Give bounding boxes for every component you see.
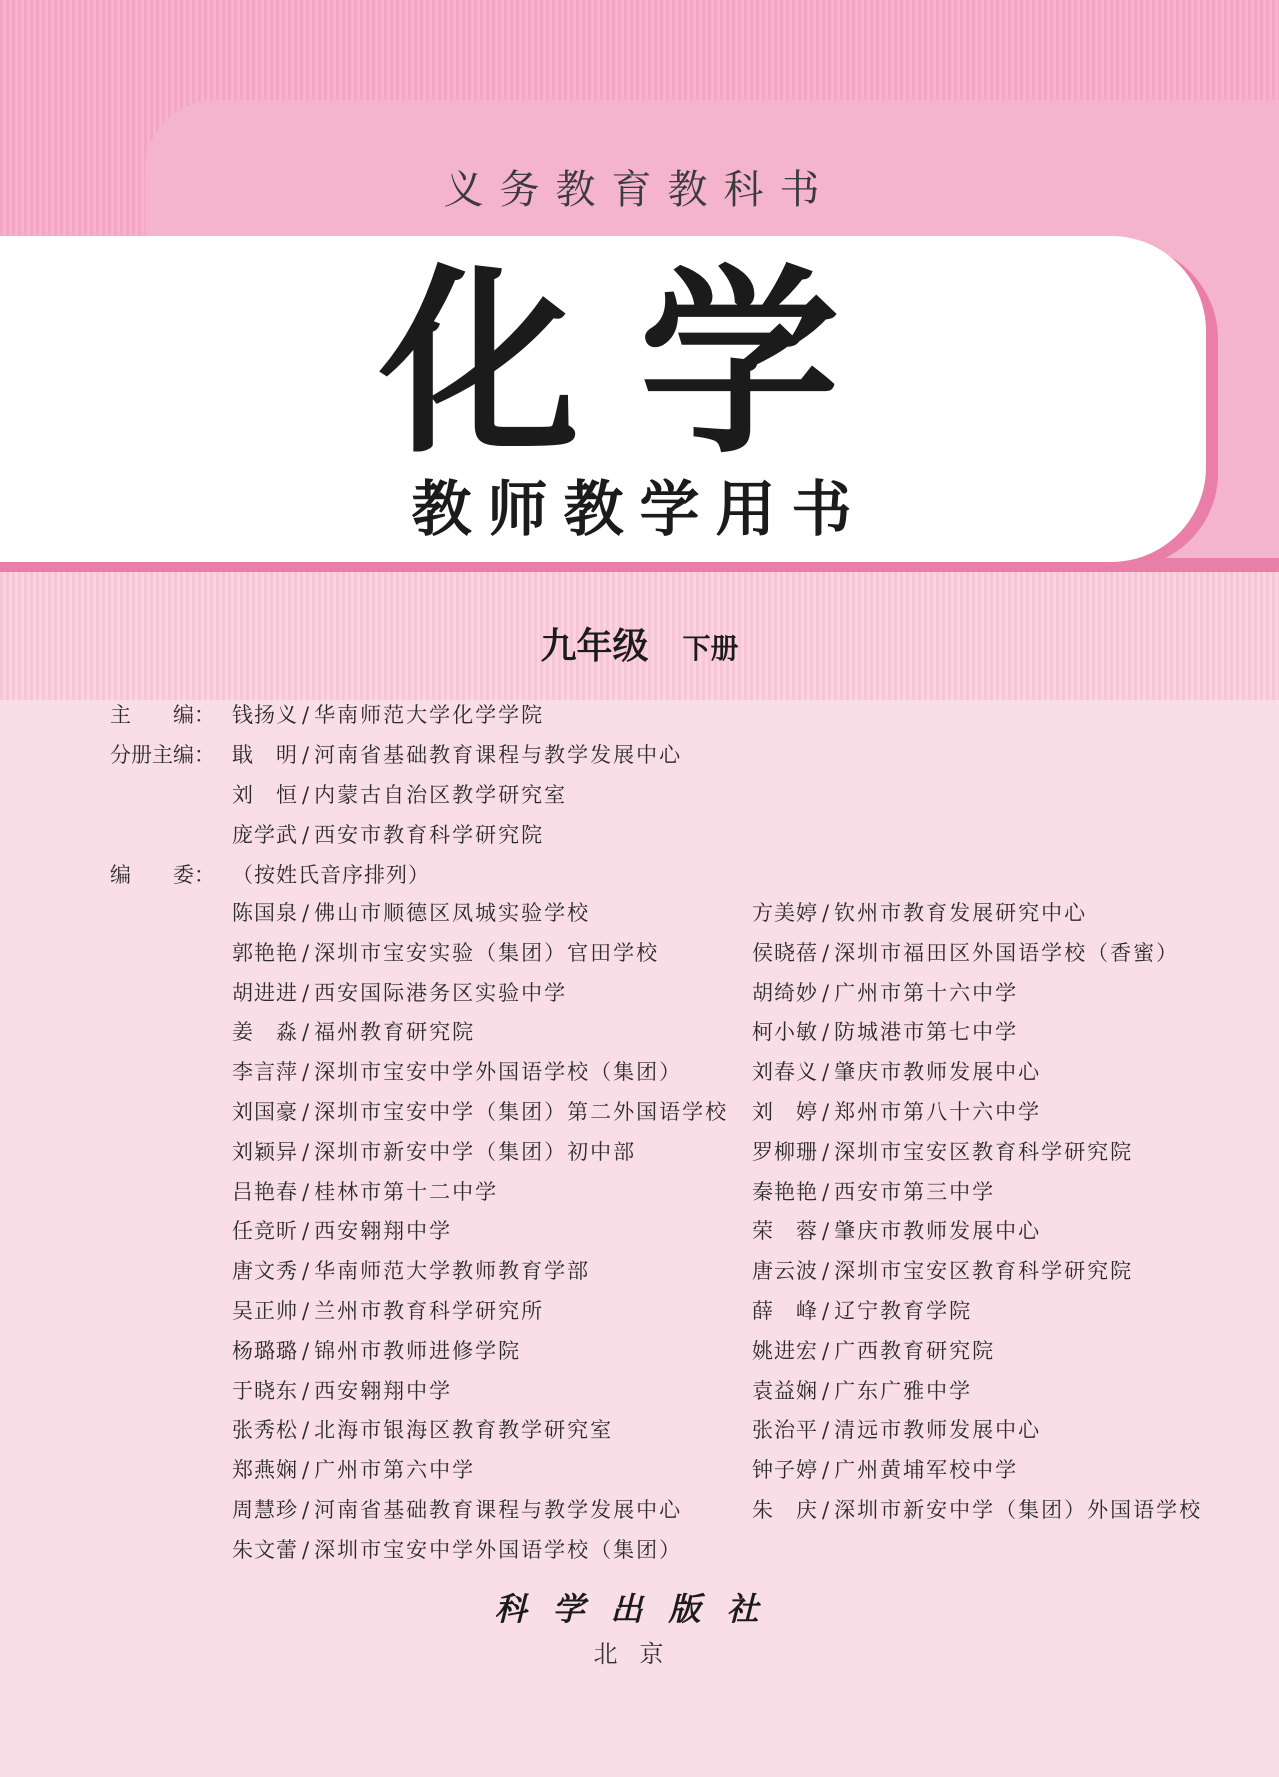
- separator: /: [822, 1219, 831, 1244]
- series-label: 义务教育教科书: [443, 167, 836, 213]
- separator: /: [822, 1418, 831, 1443]
- committee-member-right-name: 侯晓蓓: [752, 940, 818, 965]
- committee-member-right-row: [752, 1376, 972, 1406]
- committee-member-right-affiliation: 钦州市教育发展研究中心: [834, 901, 1088, 925]
- committee-member-right-name: 朱 庆: [752, 1498, 818, 1522]
- committee-member-right-name: 张治平: [752, 1418, 818, 1443]
- committee-member-left-affiliation: 深圳市宝安实验（集团）官田学校: [314, 940, 660, 965]
- committee-member-right-name: 钟子婷: [752, 1458, 818, 1483]
- separator: /: [302, 1299, 311, 1323]
- committee-member-left-affiliation: 深圳市宝安中学外国语学校（集团）: [314, 1060, 683, 1085]
- committee-member-right-row: [752, 1495, 1202, 1525]
- committee-member-right-row: [752, 1336, 995, 1366]
- committee-member-right-affiliation: 清远市教师发展中心: [834, 1418, 1042, 1443]
- separator: /: [302, 1060, 311, 1085]
- volume-editor-name: 戢 明: [232, 743, 298, 767]
- committee-member-left-name: 吴正帅: [232, 1299, 298, 1323]
- committee-member-right-row: [752, 1216, 1041, 1246]
- separator: /: [822, 1179, 831, 1204]
- separator: /: [822, 1498, 831, 1522]
- committee-member-left-row: [232, 1296, 544, 1326]
- committee-member-right-affiliation: 防城港市第七中学: [834, 1020, 1019, 1045]
- volume-editor-row: [232, 780, 567, 810]
- committee-member-left-row: [232, 1137, 636, 1167]
- separator: /: [302, 823, 311, 847]
- committee-member-left-name: 陈国泉: [232, 901, 298, 925]
- committee-member-left-affiliation: 华南师范大学教师教育学部: [314, 1259, 591, 1284]
- committee-member-right-name: 荣 蓉: [752, 1219, 818, 1244]
- committee-member-left-name: 张秀松: [232, 1418, 298, 1443]
- committee-member-left-affiliation: 桂林市第十二中学: [314, 1179, 499, 1204]
- committee-member-left-affiliation: 深圳市新安中学（集团）初中部: [314, 1139, 637, 1164]
- volume-editor-name: 庞学武: [232, 823, 298, 847]
- committee-member-right-row: [752, 978, 1018, 1008]
- committee-member-left-affiliation: 佛山市顺德区凤城实验学校: [314, 901, 591, 925]
- committee-role: 编 委：: [110, 863, 215, 887]
- volume-editors-role: 分册主编：: [110, 743, 215, 767]
- committee-member-right-row: [752, 1057, 1041, 1087]
- committee-member-left-name: 周慧珍: [232, 1498, 298, 1522]
- chief-editor-name: 钱扬义: [232, 703, 298, 727]
- committee-member-right-name: 薛 峰: [752, 1299, 818, 1323]
- committee-member-left-name: 唐文秀: [232, 1259, 298, 1284]
- committee-member-right-name: 柯小敏: [752, 1020, 818, 1045]
- committee-member-right-name: 罗柳珊: [752, 1139, 818, 1164]
- committee-member-right-affiliation: 肇庆市教师发展中心: [834, 1219, 1042, 1244]
- committee-member-left-name: 杨璐璐: [232, 1338, 298, 1363]
- committee-member-right-row: [752, 898, 1087, 928]
- committee-member-left-row: [232, 1017, 475, 1047]
- committee-member-left-name: 姜 淼: [232, 1020, 298, 1045]
- committee-member-left-affiliation: 西安国际港务区实验中学: [314, 980, 568, 1005]
- separator: /: [302, 703, 311, 727]
- volume-editor-affiliation: 河南省基础教育课程与教学发展中心: [314, 743, 683, 767]
- committee-member-left-affiliation: 福州教育研究院: [314, 1020, 476, 1045]
- separator: /: [822, 980, 831, 1005]
- committee-member-right-row: [752, 1415, 1041, 1445]
- book-title: 化学: [379, 246, 900, 481]
- committee-member-right-affiliation: 广州黄埔军校中学: [834, 1458, 1019, 1483]
- committee-member-right-row: [752, 938, 1179, 968]
- committee-member-left-name: 刘国豪: [232, 1100, 298, 1124]
- committee-member-right-affiliation: 肇庆市教师发展中心: [834, 1060, 1042, 1085]
- committee-member-left-affiliation: 锦州市教师进修学院: [314, 1338, 522, 1363]
- committee-member-right-affiliation: 深圳市宝安区教育科学研究院: [834, 1259, 1134, 1284]
- separator: /: [302, 1219, 311, 1244]
- separator: /: [302, 1100, 311, 1124]
- committee-member-left-row: [232, 1535, 682, 1565]
- separator: /: [302, 901, 311, 925]
- grade-label: 九年级: [540, 625, 649, 667]
- separator: /: [822, 1139, 831, 1164]
- committee-member-left-name: 吕艳春: [232, 1179, 298, 1204]
- separator: /: [302, 1498, 311, 1522]
- committee-member-right-name: 刘春义: [752, 1060, 818, 1085]
- committee-member-left-name: 郑燕娴: [232, 1458, 298, 1483]
- separator: /: [302, 940, 311, 965]
- committee-member-right-row: [752, 1296, 972, 1326]
- separator: /: [302, 1139, 311, 1164]
- separator: /: [302, 1179, 311, 1204]
- committee-note: （按姓氏音序排列）: [232, 863, 430, 887]
- committee-member-left-name: 胡进进: [232, 980, 298, 1005]
- committee-member-left-name: 于晓东: [232, 1378, 298, 1403]
- committee-member-left-row: [232, 1177, 498, 1207]
- volume-editor-name: 刘 恒: [232, 783, 298, 807]
- committee-member-left-affiliation: 深圳市宝安中学（集团）第二外国语学校: [314, 1100, 729, 1124]
- committee-member-left-row: [232, 1376, 452, 1406]
- separator: /: [822, 901, 831, 925]
- volume-editor-affiliation: 西安市教育科学研究院: [314, 823, 545, 847]
- committee-member-left-row: [232, 1057, 682, 1087]
- volume-label: 下册: [682, 632, 739, 665]
- separator: /: [822, 1338, 831, 1363]
- committee-member-left-affiliation: 西安翱翔中学: [314, 1219, 453, 1244]
- committee-member-right-affiliation: 辽宁教育学院: [834, 1299, 973, 1323]
- committee-member-right-affiliation: 广州市第十六中学: [834, 980, 1019, 1005]
- committee-member-left-row: [232, 978, 567, 1008]
- separator: /: [822, 1020, 831, 1045]
- separator: /: [302, 1418, 311, 1443]
- committee-member-left-row: [232, 898, 590, 928]
- separator: /: [822, 1378, 831, 1403]
- committee-member-right-affiliation: 深圳市宝安区教育科学研究院: [834, 1139, 1134, 1164]
- separator: /: [302, 1259, 311, 1284]
- volume-editor-row: [232, 820, 544, 850]
- committee-member-left-affiliation: 深圳市宝安中学外国语学校（集团）: [314, 1537, 683, 1562]
- committee-member-left-row: [232, 1256, 590, 1286]
- committee-member-left-affiliation: 北海市银海区教育教学研究室: [314, 1418, 614, 1443]
- committee-member-left-row: [232, 1455, 475, 1485]
- separator: /: [302, 1378, 311, 1403]
- volume-editor-affiliation: 内蒙古自治区教学研究室: [314, 783, 568, 807]
- committee-member-left-row: [232, 1415, 613, 1445]
- separator: /: [302, 980, 311, 1005]
- committee-member-right-row: [752, 1017, 1018, 1047]
- separator: /: [822, 940, 831, 965]
- publisher: 科学出版社: [494, 1590, 785, 1628]
- committee-member-left-name: 朱文蕾: [232, 1537, 298, 1562]
- committee-member-right-row: [752, 1137, 1133, 1167]
- separator: /: [302, 743, 311, 767]
- separator: /: [302, 1338, 311, 1363]
- committee-member-left-affiliation: 西安翱翔中学: [314, 1378, 453, 1403]
- committee-member-left-row: [232, 938, 659, 968]
- separator: /: [822, 1259, 831, 1284]
- committee-member-right-name: 姚进宏: [752, 1338, 818, 1363]
- separator: /: [822, 1458, 831, 1483]
- committee-member-left-affiliation: 广州市第六中学: [314, 1458, 476, 1483]
- separator: /: [302, 1020, 311, 1045]
- book-subtitle: 教师教学用书: [411, 475, 868, 545]
- committee-member-right-name: 秦艳艳: [752, 1179, 818, 1204]
- committee-member-right-affiliation: 广西教育研究院: [834, 1338, 996, 1363]
- committee-member-right-row: [752, 1455, 1018, 1485]
- committee-member-right-row: [752, 1097, 1041, 1127]
- committee-member-right-name: 刘 婷: [752, 1100, 818, 1124]
- separator: /: [302, 1537, 311, 1562]
- committee-member-right-affiliation: 广东广雅中学: [834, 1378, 973, 1403]
- publisher-city: 北京: [593, 1640, 686, 1668]
- committee-member-right-row: [752, 1256, 1133, 1286]
- committee-member-right-affiliation: 深圳市新安中学（集团）外国语学校: [834, 1498, 1203, 1522]
- committee-member-left-row: [232, 1336, 521, 1366]
- committee-member-right-affiliation: 深圳市福田区外国语学校（香蜜）: [834, 940, 1180, 965]
- committee-member-left-row: [232, 1097, 728, 1127]
- committee-member-left-name: 刘颖异: [232, 1139, 298, 1164]
- committee-member-right-affiliation: 郑州市第八十六中学: [834, 1100, 1042, 1124]
- separator: /: [822, 1100, 831, 1124]
- chief-editor-affiliation: 华南师范大学化学学院: [314, 703, 545, 727]
- committee-member-right-name: 胡绮妙: [752, 980, 818, 1005]
- volume-editor-row: [232, 740, 682, 770]
- committee-member-left-row: [232, 1216, 452, 1246]
- committee-member-right-row: [752, 1177, 995, 1207]
- committee-member-right-name: 唐云波: [752, 1259, 818, 1284]
- separator: /: [302, 1458, 311, 1483]
- separator: /: [822, 1060, 831, 1085]
- committee-member-left-name: 郭艳艳: [232, 940, 298, 965]
- committee-member-left-name: 李言萍: [232, 1060, 298, 1085]
- committee-member-right-name: 方美婷: [752, 901, 818, 925]
- committee-member-left-name: 任竞昕: [232, 1219, 298, 1244]
- separator: /: [302, 783, 311, 807]
- committee-member-right-affiliation: 西安市第三中学: [834, 1179, 996, 1204]
- committee-member-left-affiliation: 河南省基础教育课程与教学发展中心: [314, 1498, 683, 1522]
- committee-member-left-affiliation: 兰州市教育科学研究所: [314, 1299, 545, 1323]
- separator: /: [822, 1299, 831, 1323]
- committee-member-right-name: 袁益娴: [752, 1378, 818, 1403]
- chief-editor-role: 主 编：: [110, 703, 215, 727]
- committee-member-left-row: [232, 1495, 682, 1525]
